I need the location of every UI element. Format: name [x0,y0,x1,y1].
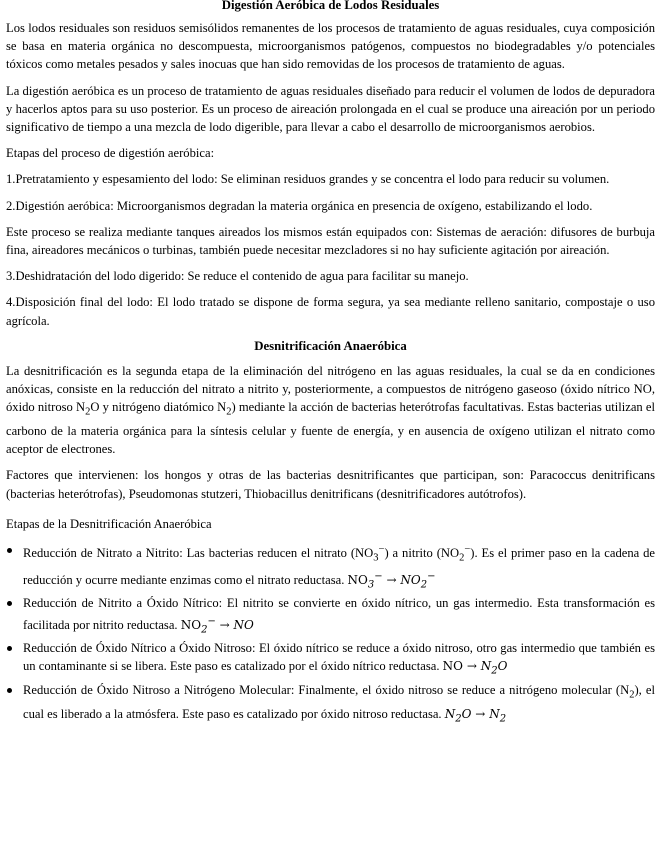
document-title: Digestión Aeróbica de Lodos Residuales [221,0,440,12]
reaction-formula: $NO_3^- \to NO_2^-$ [347,570,436,591]
denitrification-stages-list [6,541,655,728]
list-item: Reducción de Nitrito a Óxido Nítrico: El nitrito se convierte en óxido nítrico, un gas intermedio. Esta transformación es facilitada por nitrito reductasa. $NO_2^-$ → NO [23,594,655,639]
stage-3: 3.Deshidratación del lodo digerido: Se reduce el contenido de agua para facilitar su manejo. [6,269,469,284]
intro-paragraph: Los lodos residuales son residuos semisólidos remanentes de los procesos de tratamiento de aguas residuales, cuya composición se basa en materia orgánica no descompuesta, microorganismos patógenos, compuestos no biodegradables y/o potenciales tóxicos como metales pesados y sales inocuas que han sido removidas de los procesos de tratamiento de aguas. [6,21,655,72]
list-item: Reducción de Óxido Nítrico a Óxido Nitroso: El óxido nítrico se reduce a óxido nitroso, otro gas intermedio que también es un contaminante si se libera. Este paso es catalizado por el óxido nítrico reductasa. NO → $N_2O$ [23,639,655,681]
reaction-formula: NO → $N_2O$ [442,659,508,677]
list-item: Reducción de Nitrato a Nitrito: Las bacterias reducen el nitrato $(NO_3^-)$ a nitrito $(NO_2^-)$. Es el primer paso en la cadena de reducción y ocurre mediante enzimas como el nitrato reductasa. $NO_3^- \to NO_2^-$ [23,541,655,595]
bullet-icon [7,688,12,693]
factors-paragraph: Factores que intervienen: los hongos y otras de las bacterias desnitrificantes que participan, son: Paracoccus denitrificans (bacterias heterótrofas), Pseudomonas stutzeri, Thiobacillus denitrificans (desnitrificadores autótrofos). [6,468,655,501]
denitrification-paragraph: La desnitrificación es la segunda etapa de la eliminación del nitrógeno en las aguas residuales, la cual se da en condiciones anóxicas, consiste en la reducción del nitrato a nitrito y, posteriormente, a compuestos de nitrógeno gaseoso (óxido nítrico NO, óxido nitroso $N_2O$ y nitrógeno diatómico $N_2$) mediante la acción de bacterias heterótrofas facultativas. Estas bacterias utilizan el carbono de la materia orgánica para la síntesis celular y fuente de energía, y en ausencia de oxígeno utilizan el nitrato como aceptor de electrones. [6,363,655,457]
denitrification-stages-heading: Etapas de la Desnitrificación Anaeróbica [6,516,212,531]
stages-heading: Etapas del proceso de digestión aeróbica: [6,146,215,161]
reaction-formula: $NO_2^-$ → NO [180,615,254,636]
list-item: Reducción de Óxido Nitroso a Nitrógeno Molecular: Finalmente, el óxido nitroso se reduce a nitrógeno molecular $(N_2)$, el cual es liberado a la atmósfera. Este paso es catalizado por óxido nitroso reductasa. $N_2O \to N_2$ [23,681,655,728]
bullet-icon [7,601,12,606]
bullet-icon [7,548,12,553]
reaction-formula: $N_2O \to N_2$ [444,706,507,725]
bullet-icon [7,646,12,651]
aeration-paragraph: Este proceso se realiza mediante tanques aireados los mismos están equipados con: Sistemas de aeración: difusores de burbuja fina, aireadores mecánicos o turbinas, también puede necesitar mezcladores si no hay suficiente agitación por aireación. [6,224,655,258]
stage-2: 2.Digestión aeróbica: Microorganismos degradan la materia orgánica en presencia de oxígeno, estabilizando el lodo. [6,198,593,213]
aerobic-digestion-paragraph: La digestión aeróbica es un proceso de tratamiento de aguas residuales diseñado para reducir el volumen de lodos de depuradora y hacerlos aptos para su uso posterior. Es un proceso de aireación prolongada en el cual se produce una aireación por un periodo significativo de tiempo a una mezcla de lodo digerible, para llevar a cabo el desarrollo de microorganismos aerobios. [6,83,655,135]
stage-4: 4.Disposición final del lodo: El lodo tratado se dispone de forma segura, ya sea mediante relleno sanitario, compostaje o uso agrícola. [6,295,655,328]
section-title: Desnitrificación Anaeróbica [254,338,407,353]
stage-1: 1.Pretratamiento y espesamiento del lodo: Se eliminan residuos grandes y se concentra el lodo para reducir su volumen. [6,172,610,187]
